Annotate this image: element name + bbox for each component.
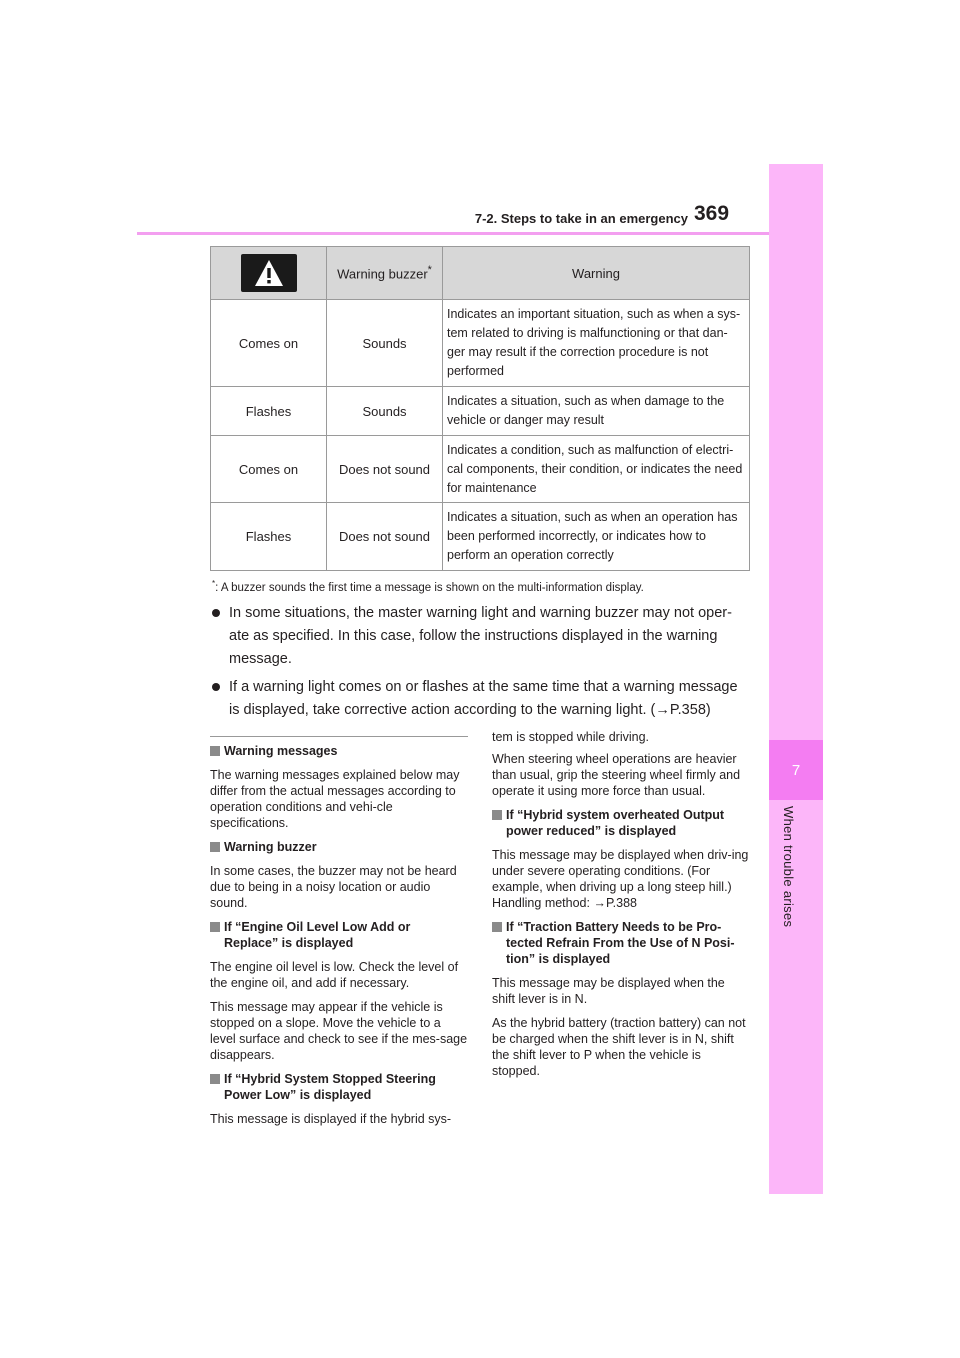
paragraph: This message is displayed if the hybrid sys- (210, 1112, 452, 1126)
paragraph: The engine oil level is low. Check the level of the engine oil, and add if necessary. (210, 960, 459, 990)
square-bullet-icon (210, 842, 220, 852)
right-column (492, 729, 750, 1087)
paragraph: In some cases, the buzzer may not be heard due to being in a noisy location or audio sound. (210, 864, 457, 910)
header-rule (137, 232, 769, 235)
square-bullet-icon (210, 746, 220, 756)
section-heading-text: Warning messages (224, 744, 338, 758)
bullet-item (212, 602, 752, 671)
section-heading-text: If “Engine Oil Level Low Add or Replace” is displayed (224, 920, 411, 950)
bullet-item (212, 676, 752, 722)
table-row (211, 436, 750, 503)
bullet-dot-icon (212, 683, 220, 691)
square-bullet-icon (210, 922, 220, 932)
table-row (211, 503, 750, 571)
section-heading-text: If “Hybrid System Stopped Steering Power Low” is displayed (224, 1072, 436, 1102)
master-warning-triangle-icon (241, 254, 297, 292)
warning-table (210, 246, 750, 571)
table-row (211, 387, 750, 436)
table-header-row (211, 247, 750, 300)
section-heading-text: If “Traction Battery Needs to be Pro-tected Refrain From the Use of N Posi-tion” is displayed (506, 920, 735, 966)
paragraph: The warning messages explained below may differ from the actual messages according to operation conditions and vehi-cle specifications. (210, 768, 460, 830)
warning-cell: Indicates an important situation, such as when a sys-tem related to driving is malfunctioning or that dan-ger may result if the correction procedure is not performed (443, 300, 750, 387)
page-number: 369 (694, 202, 730, 225)
buzzer-cell: Does not sound (327, 436, 443, 503)
buzzer-header-footnote-mark: * (427, 264, 432, 277)
bullet-dot-icon (212, 609, 220, 617)
paragraph: This message may be displayed when the shift lever is in N. (492, 976, 725, 1006)
section-heading-text: If “Hybrid system overheated Output power reduced” is displayed (506, 808, 725, 838)
warning-cell: Indicates a situation, such as when damage to the vehicle or danger may result (443, 387, 750, 436)
light-cell: Flashes (211, 503, 327, 571)
buzzer-header-label: Warning buzzer (337, 266, 428, 282)
section-heading (210, 1071, 468, 1103)
section-heading (210, 919, 468, 951)
buzzer-header (327, 247, 443, 300)
left-column (210, 743, 468, 1135)
section-heading (492, 807, 750, 839)
column-divider (210, 736, 468, 737)
square-bullet-icon (210, 1074, 220, 1084)
square-bullet-icon (492, 922, 502, 932)
buzzer-cell: Sounds (327, 300, 443, 387)
warning-header: Warning (443, 247, 750, 300)
light-cell: Comes on (211, 300, 327, 387)
section-heading (210, 839, 468, 855)
square-bullet-icon (492, 810, 502, 820)
icon-header-cell (211, 247, 327, 300)
paragraph: tem is stopped while driving. (492, 730, 650, 744)
section-title: 7-2. Steps to take in an emergency (474, 211, 688, 226)
buzzer-cell: Does not sound (327, 503, 443, 571)
bullet-text: If a warning light comes on or flashes at the same time that a warning message is displayed, take corrective action according to the warning light. (→P.358) (229, 679, 738, 718)
footnote-text: : A buzzer sounds the first time a message is shown on the multi-information display. (215, 581, 644, 594)
paragraph: This message may be displayed when driv-ing under severe operating conditions. (For example, when driving up a long steep hill.) Handling method: →P.388 (492, 848, 749, 910)
warning-cell: Indicates a situation, such as when an operation has been performed incorrectly, or indicates how to perform an operation correctly (443, 503, 750, 571)
footnote-mark: * (212, 579, 216, 588)
chapter-number: 7 (791, 762, 801, 779)
section-heading (492, 919, 750, 967)
chapter-side-strip (769, 164, 823, 1194)
bullet-text: In some situations, the master warning light and warning buzzer may not oper-ate as specified. In this case, follow the instructions displayed in the warning message. (229, 605, 732, 667)
light-cell: Flashes (211, 387, 327, 436)
chapter-title: When trouble arises (781, 806, 796, 928)
warning-cell: Indicates a condition, such as malfunction of electri-cal components, their condition, or indicates the need for maintenance (443, 436, 750, 503)
table-row (211, 300, 750, 387)
section-heading-text: Warning buzzer (224, 840, 317, 854)
paragraph: As the hybrid battery (traction battery) can not be charged when the shift lever is in N, shift the shift lever to P when the vehicle is stopped. (492, 1016, 746, 1078)
buzzer-cell: Sounds (327, 387, 443, 436)
section-heading (210, 743, 468, 759)
table-footnote (212, 579, 644, 594)
light-cell: Comes on (211, 436, 327, 503)
paragraph: When steering wheel operations are heavier than usual, grip the steering wheel firmly and operate it using more force than usual. (492, 752, 741, 798)
paragraph: This message may appear if the vehicle is stopped on a slope. Move the vehicle to a level surface and check to see if the mes-sage disappears. (210, 1000, 468, 1062)
